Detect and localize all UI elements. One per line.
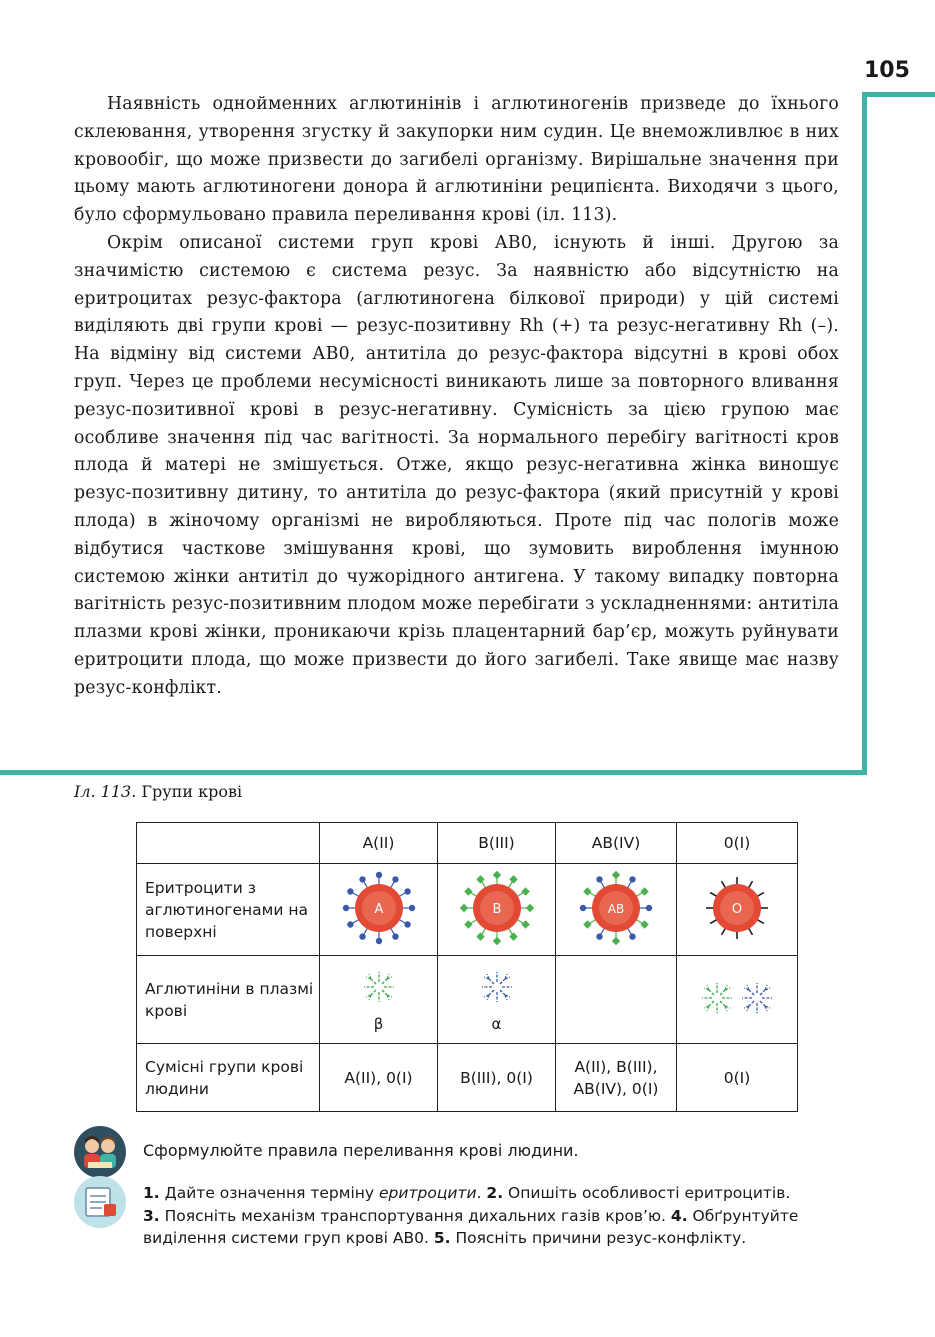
agglutinin-cell-b	[438, 956, 556, 1044]
svg-text:AB: AB	[607, 901, 625, 916]
paragraph-2: Окрім описаної системи груп крові АВ0, існують й інші. Другою за значимістю системою є система резус. За наявністю або відсутністю на еритроцитах резус-фактора (аглютиногена білкової природи) у цій системі виділяють дві групи крові — резус-позитивну Rh (+) та резус-негативну Rh (–). На відміну від системи АВ0, антитіла до резус-фактора відсутні в крові обох груп. Через це проблеми несумісності виникають лише за повторного вливання резус-позитивної крові в резус-негативну. Сумісність за цією групою має особливе значення під час вагітності. За нормального перебігу вагітності кров плода й матері не змішується. Отже, якщо резус-негативна жінка виношує резус-позитивну дитину, то антитіла до резус-фактора (який присутній у крові плода) в жіночому організмі не виробляються. Проте під час пологів може відбутися часткове змішування крові, що зумовить вироблення імунною системою жінки антитіл до чужорідного антигена. У такому випадку повторна вагітність резус-позитивним плодом може перебігати з ускладненнями: антитіла плазми крові жінки, проникаючи крізь плацентарний бар’єр, можуть руйнувати еритроцити плода, що може призвести до його загибелі. Таке явище має назву резус-конфлікт.	[74, 232, 839, 698]
rbc-cell-ab	[556, 864, 677, 956]
rbc-cell-a	[320, 864, 438, 956]
svg-text:A: A	[374, 901, 383, 917]
frame-right	[862, 92, 867, 775]
agglutinin-alpha-beta-icon	[694, 978, 780, 1018]
header-ab: AB(IV)	[556, 823, 677, 864]
compatible-b: B(III), 0(I)	[438, 1044, 556, 1112]
rbc-a-icon	[339, 868, 419, 948]
main-text	[74, 91, 839, 703]
compatible-a: A(II), 0(I)	[320, 1044, 438, 1112]
rbc-ab-icon	[576, 868, 656, 948]
row-label-erythrocytes: Еритроцити з аглютиногенами на поверхні	[137, 864, 320, 956]
task-4-number: 4.	[670, 1206, 688, 1225]
page-number: 105	[864, 58, 910, 83]
rbc-cell-b	[438, 864, 556, 956]
row-label-agglutinins: Аглютиніни в плазмі крові	[137, 956, 320, 1044]
header-a: A(II)	[320, 823, 438, 864]
task-4-text: Обґрунтуйте виділення системи груп крові АВ0.	[143, 1206, 799, 1247]
agglutinin-cell-a	[320, 956, 438, 1044]
task-1-text: Дайте означення терміну	[164, 1184, 380, 1202]
header-b: B(III)	[438, 823, 556, 864]
frame-bottom	[0, 770, 867, 775]
agglutinin-beta-icon	[359, 967, 399, 1007]
figure-caption	[74, 782, 242, 801]
task-1-end: .	[476, 1184, 482, 1202]
discussion-question: Сформулюйте правила переливання крові людини.	[143, 1141, 579, 1160]
task-1-number: 1.	[143, 1184, 160, 1202]
task-5-number: 5.	[433, 1229, 451, 1247]
agglutinin-cell-ab	[556, 956, 677, 1044]
alpha-label: α	[491, 1014, 502, 1033]
svg-text:B: B	[492, 901, 501, 917]
beta-label: β	[373, 1014, 384, 1033]
task-3-text: Поясніть механізм транспортування дихальних газів кров’ю.	[164, 1206, 666, 1225]
tasks-icon	[74, 1176, 126, 1228]
students-icon	[74, 1126, 126, 1178]
svg-text:O: O	[731, 901, 743, 917]
agglutinin-alpha-icon	[477, 967, 517, 1007]
task-1-term: еритроцити	[379, 1184, 477, 1202]
compatible-ab: A(II), B(III), AB(IV), 0(I)	[556, 1044, 677, 1112]
rbc-b-icon	[457, 868, 537, 948]
compatible-o: 0(I)	[677, 1044, 798, 1112]
task-5-text: Поясніть причини резус-конфлікту.	[455, 1229, 747, 1247]
task-2-text: Опишіть особливості еритроцитів.	[508, 1184, 791, 1202]
task-3-number: 3.	[143, 1206, 160, 1225]
rbc-o-icon	[697, 868, 777, 948]
paragraph-1: Наявність однойменних аглютинінів і аглютиногенів призведе до їхнього склеювання, утворення згустку й закупорки ним судин. Це внеможливлює в них кровообіг, що може призвести до загибелі організму. Вирішальне значення при цьому мають аглютиногени донора й аглютиніни реципієнта. Виходячи з цього, було сформульовано правила переливання крові (іл. 113).	[74, 94, 839, 226]
caption-text: Групи крові	[141, 782, 243, 801]
task-2-number: 2.	[486, 1184, 504, 1202]
tasks-list	[143, 1182, 883, 1250]
agglutinin-cell-o	[677, 956, 798, 1044]
frame-top	[862, 92, 935, 97]
caption-label: Іл. 113.	[74, 782, 137, 801]
row-label-compatible: Сумісні групи крові людини	[137, 1044, 320, 1112]
header-empty	[137, 823, 320, 864]
rbc-cell-o	[677, 864, 798, 956]
header-o: 0(I)	[677, 823, 798, 864]
blood-groups-table	[136, 822, 798, 1112]
